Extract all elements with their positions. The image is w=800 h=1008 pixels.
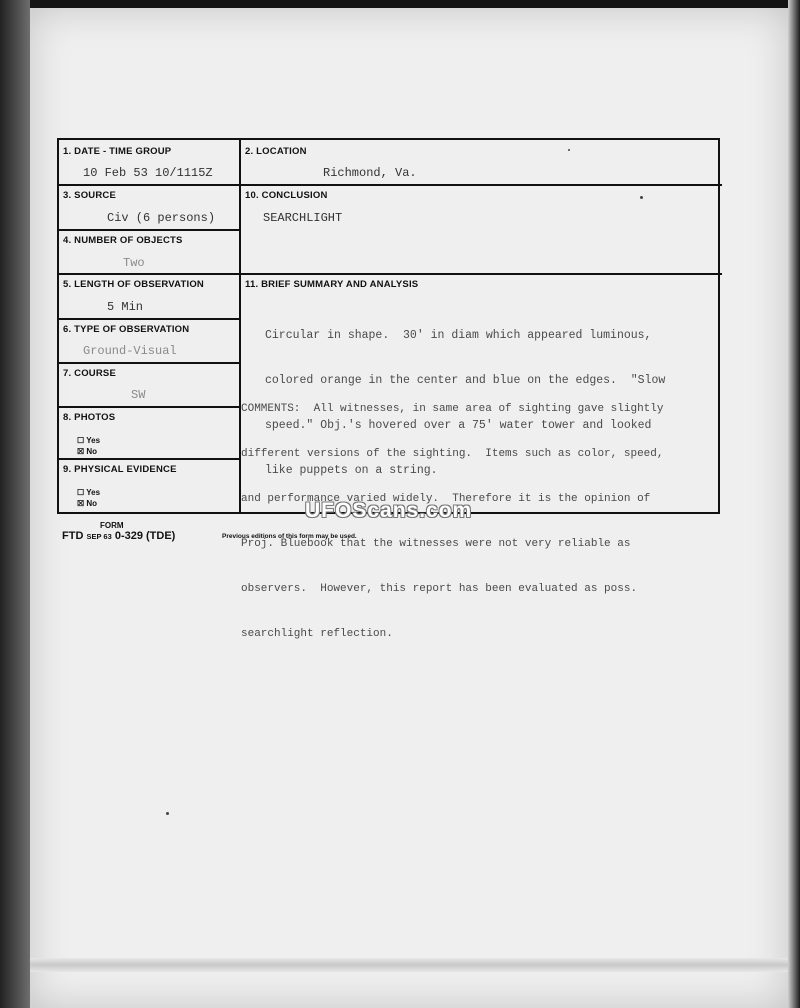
row-divider bbox=[59, 406, 239, 408]
type-of-observation-value: Ground-Visual bbox=[83, 344, 177, 358]
conclusion-value: SEARCHLIGHT bbox=[263, 211, 343, 225]
row-divider bbox=[59, 362, 239, 364]
scan-bottom-band bbox=[30, 958, 788, 972]
photos-yes-label: Yes bbox=[86, 436, 101, 445]
row-divider bbox=[59, 184, 722, 186]
comments-line: different versions of the sighting. Items such as color, speed, bbox=[241, 448, 664, 460]
evidence-yes-checkbox: ☐ Yes bbox=[77, 488, 101, 497]
watermark: UFOScans.com bbox=[305, 499, 473, 522]
conclusion-label: 10. CONCLUSION bbox=[245, 190, 328, 201]
row-divider bbox=[59, 318, 239, 320]
evidence-no-label: No bbox=[86, 499, 98, 508]
evidence-no-checkbox: ☒ No bbox=[77, 499, 98, 508]
course-value: SW bbox=[131, 388, 146, 402]
photos-label: 8. PHOTOS bbox=[63, 412, 116, 423]
paper-speck bbox=[640, 196, 643, 199]
location-value: Richmond, Va. bbox=[323, 166, 417, 180]
summary-line: Circular in shape. 30' in diam which appeared luminous, bbox=[265, 329, 652, 342]
scan-left-edge bbox=[0, 0, 30, 1008]
comments-line: and performance varied widely. Therefore it is the opinion of bbox=[241, 493, 651, 505]
row-divider bbox=[59, 229, 239, 231]
footer-previous-editions: Previous editions of this form may be used. bbox=[222, 533, 357, 540]
number-of-objects-label: 4. NUMBER OF OBJECTS bbox=[63, 235, 183, 246]
evidence-yes-label: Yes bbox=[86, 488, 101, 497]
footer-form-id bbox=[62, 530, 175, 542]
footer-form-number: 0-329 (TDE) bbox=[114, 530, 176, 542]
footer-date-code: SEP 63 bbox=[86, 532, 112, 541]
paper-speck bbox=[568, 149, 570, 151]
footer-form-word: FORM bbox=[100, 521, 124, 530]
length-of-observation-label: 5. LENGTH OF OBSERVATION bbox=[63, 279, 204, 290]
brief-summary-label: 11. BRIEF SUMMARY AND ANALYSIS bbox=[245, 279, 419, 290]
date-time-group-label: 1. DATE - TIME GROUP bbox=[63, 146, 172, 157]
paper-speck bbox=[166, 812, 169, 815]
scan-right-edge bbox=[788, 0, 800, 1008]
comments-line: COMMENTS: All witnesses, in same area of sighting gave slightly bbox=[241, 403, 664, 415]
row-divider bbox=[59, 458, 239, 460]
source-value: Civ (6 persons) bbox=[107, 211, 216, 225]
footer-ftd: FTD bbox=[62, 530, 84, 542]
comments-line: Proj. Bluebook that the witnesses were not very reliable as bbox=[241, 538, 631, 550]
summary-line: colored orange in the center and blue on the edges. "Slow bbox=[265, 374, 666, 387]
course-label: 7. COURSE bbox=[63, 368, 117, 379]
date-time-group-value: 10 Feb 53 10/1115Z bbox=[83, 166, 213, 180]
photos-no-checkbox: ☒ No bbox=[77, 447, 98, 456]
row-divider bbox=[59, 273, 722, 275]
comments-line: searchlight reflection. bbox=[241, 628, 393, 640]
photos-yes-checkbox: ☐ Yes bbox=[77, 436, 101, 445]
comments-line: observers. However, this report has been evaluated as poss. bbox=[241, 583, 638, 595]
length-of-observation-value: 5 Min bbox=[107, 300, 144, 314]
summary-line: speed." Obj.'s hovered over a 75' water tower and looked bbox=[265, 419, 652, 432]
type-of-observation-label: 6. TYPE OF OBSERVATION bbox=[63, 324, 190, 335]
summary-line: like puppets on a string. bbox=[265, 464, 438, 477]
number-of-objects-value: Two bbox=[123, 256, 145, 270]
photos-no-label: No bbox=[86, 447, 98, 456]
location-label: 2. LOCATION bbox=[245, 146, 307, 157]
source-label: 3. SOURCE bbox=[63, 190, 117, 201]
physical-evidence-label: 9. PHYSICAL EVIDENCE bbox=[63, 464, 177, 475]
